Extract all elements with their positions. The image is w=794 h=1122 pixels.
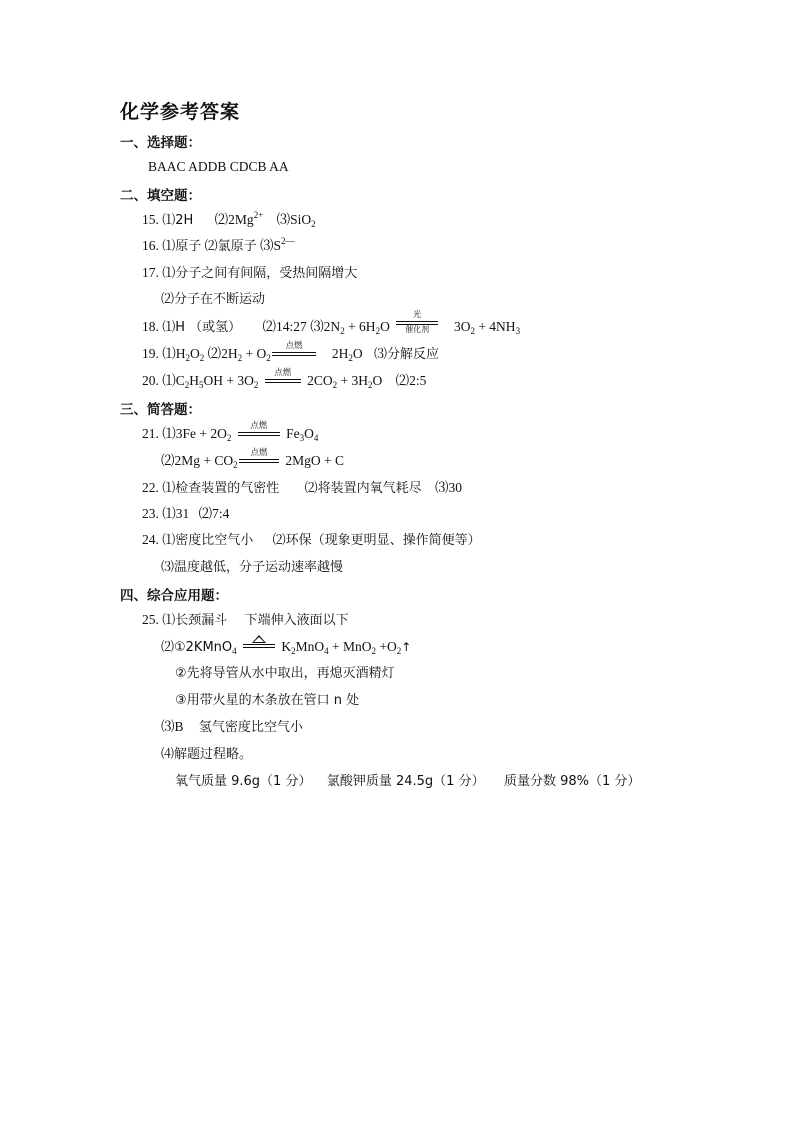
answer-21-part2: ⑵2Mg + $CO_2$ 点燃 2MgO + C	[161, 447, 344, 470]
question-number: 15.	[142, 212, 159, 227]
section-fill-heading: 二、填空题：	[120, 188, 201, 204]
reaction-condition: 点燃	[239, 449, 279, 463]
equals-sign-icon	[239, 459, 279, 463]
answer-20: 20. $⑴C_2H_5OH + 3O_2$ 点燃 $2CO_2 + 3H_2O$ ⑵2:5	[142, 367, 427, 390]
question-number: 25.	[142, 612, 159, 627]
equals-sign-icon	[238, 432, 280, 436]
answer-22: 22. ⑴检查装置的气密性 ⑵将装置内氧气耗尽 ⑶30	[142, 480, 463, 496]
answer-25-part2: ⑵①2KMnO$_4$ $K_2MnO_4 + MnO_2$ $+O_2↑$	[161, 638, 411, 657]
answer-16: 16. ⑴原子 ⑵氯原子 $⑶S^{2—}$	[142, 236, 295, 254]
heat-triangle-icon	[252, 635, 266, 643]
reaction-condition: 点燃	[272, 342, 316, 356]
answer-21-part1: 21. ⑴3Fe + $2O_2$ 点燃 $Fe_3O_4$	[142, 420, 319, 443]
answer-25-results: 氧气质量 9.6g（1 分） 氯酸钾质量 24.5g（1 分） 质量分数 98%（1 分）	[175, 774, 641, 789]
reaction-condition: 光 催化剂	[396, 311, 438, 334]
question-number: 16.	[142, 238, 159, 253]
page-title: 化学参考答案	[120, 101, 241, 123]
gas-arrow-up-icon: ↑	[401, 640, 412, 654]
answer-25-part1: 25. ⑴长颈漏斗 下端伸入液面以下	[142, 612, 349, 628]
answer-25-part2-step3: ③用带火星的木条放在管口 n 处	[175, 693, 360, 708]
equals-sign-icon	[272, 352, 316, 356]
question-number: 24.	[142, 532, 159, 547]
answer-24-part1: 24. ⑴密度比空气小 ⑵环保（现象更明显、操作简便等）	[142, 532, 481, 548]
answer-24-part2: ⑶温度越低，分子运动速率越慢	[161, 560, 344, 575]
reaction-condition: 点燃	[238, 422, 280, 436]
section-short-answer-heading: 三、简答题：	[120, 402, 201, 418]
choice-answers: BAAC ADDB CDCB AA	[148, 159, 289, 174]
question-number: 18.	[142, 319, 159, 334]
answer-17-part2: ⑵分子在不断运动	[161, 292, 266, 307]
question-number: 17.	[142, 265, 159, 280]
reaction-condition	[243, 635, 275, 648]
answer-25-part2-step2: ②先将导管从水中取出，再熄灭酒精灯	[175, 666, 395, 681]
answer-17-part1: 17. ⑴分子之间有间隔，受热间隔增大	[142, 265, 358, 281]
question-number: 20.	[142, 373, 159, 388]
answer-25-part3: ⑶B 氢气密度比空气小	[161, 719, 303, 735]
question-number: 19.	[142, 346, 159, 361]
equals-sign-icon	[265, 379, 301, 383]
answer-15: 15. ⑴2H $⑵2Mg^{2+}$ ⑶SiO$_2$	[142, 210, 316, 229]
answer-19: 19. $⑴H_2O_2$ $⑵2H_2 + O_2$ 点燃 $2H_2O$ ⑶分解反应	[142, 340, 440, 363]
section-choice-heading: 一、选择题：	[120, 135, 201, 151]
question-number: 22.	[142, 480, 159, 495]
question-number: 23.	[142, 506, 159, 521]
reaction-condition: 点燃	[265, 369, 301, 383]
answer-25-part4: ⑷解题过程略。	[161, 747, 253, 762]
answer-18: 18. ⑴H （或氢） ⑵14:27 $⑶2N_2 + 6H_2O$ 光 催化剂 $3O_2 + 4NH_3$	[142, 310, 521, 336]
section-comprehensive-heading: 四、综合应用题：	[120, 588, 228, 604]
answer-23: 23. ⑴31 ⑵7:4	[142, 506, 230, 521]
equals-sign-icon	[243, 644, 275, 648]
question-number: 21.	[142, 426, 159, 441]
